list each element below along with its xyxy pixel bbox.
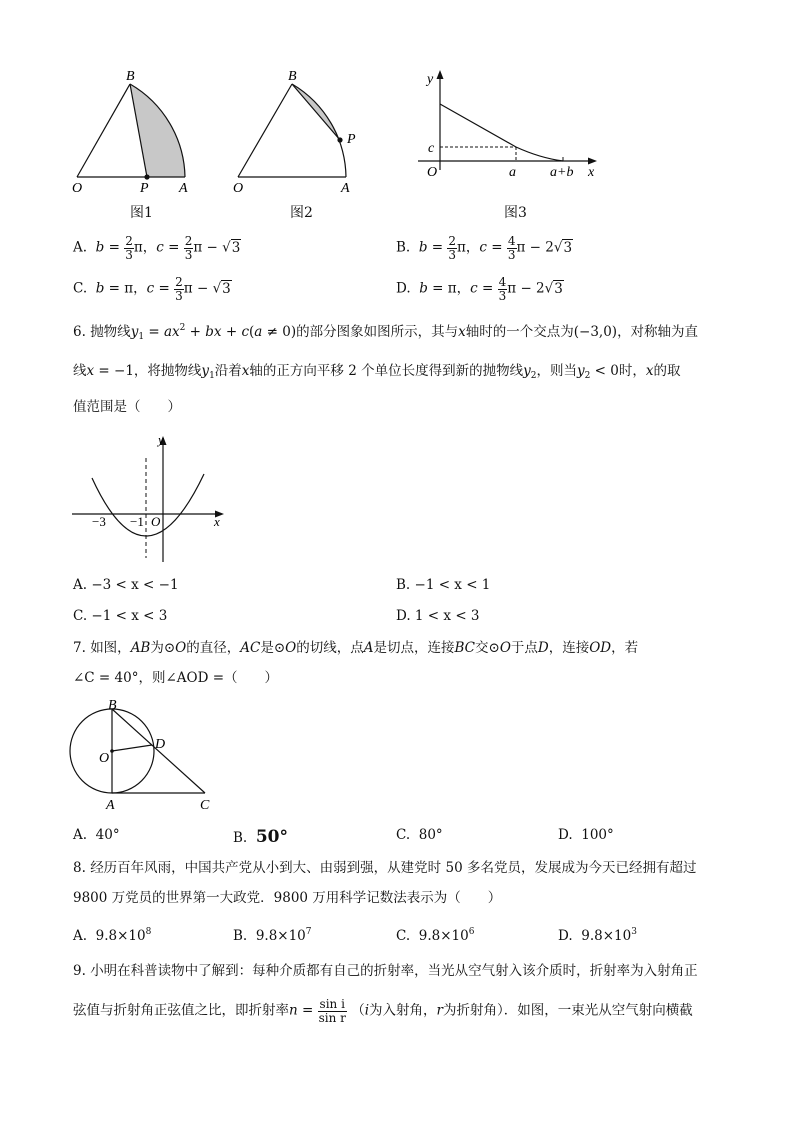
fig1-caption: 图1: [130, 205, 153, 221]
q6-label-m3: −3: [92, 514, 106, 529]
q7-line-2: ∠C = 40°，则∠AOD =（ ）: [73, 670, 279, 686]
q9-line-1: 9. 小明在科普读物中了解到：每种介质都有自己的折射率，当光从空气射入该介质时，折射率为入射角正: [73, 963, 698, 979]
q7-center-O: [110, 749, 114, 753]
fig2-label-P: P: [347, 132, 356, 147]
q8-option-d[interactable]: D. $9.8\times 10^3$: [558, 927, 637, 944]
q6-line-3: 值范围是（ ）: [73, 399, 181, 415]
fig2-label-A: A: [341, 181, 350, 196]
fig3-x-arrow: [588, 158, 597, 165]
fig3-label-y: y: [427, 72, 434, 87]
q5-option-a[interactable]: A. b = $\frac{2}{3}$ π，c = $\frac{2}{3}$ π − √3: [73, 234, 241, 262]
fig3-label-c: c: [428, 141, 435, 156]
q8-option-a[interactable]: A. $9.8\times 10^8$: [73, 927, 152, 944]
figure-3: [418, 70, 597, 180]
q7-option-d[interactable]: D. 100°: [558, 827, 614, 843]
fig1-point-P: [144, 174, 149, 179]
q9-line-2: 弦值与折射角正弦值之比，即折射率n = $\frac{\text{sin i}}{\text{sin r}}$ （i为入射角，r为折射角）．如图，一束光从空气射向横截: [73, 997, 693, 1025]
q7-option-a[interactable]: A. 40°: [73, 827, 120, 843]
q6-option-d[interactable]: D. 1 < x < 3: [396, 608, 480, 624]
q5-option-b[interactable]: B. b = $\frac{2}{3}$ π，c = $\frac{4}{3}$ π − 2√3: [396, 234, 573, 262]
q6-label-m1: −1: [130, 514, 144, 529]
fig3-label-O: O: [427, 165, 438, 180]
q7-segment-OD: [112, 745, 152, 751]
q5-option-c[interactable]: C. b = π，c = $\frac{2}{3}$ π − √3: [73, 275, 231, 303]
fig1-label-A: A: [179, 181, 188, 196]
q7-option-b[interactable]: B. 50°: [233, 827, 288, 847]
q7-label-C: C: [200, 798, 210, 813]
fig3-label-x: x: [588, 165, 595, 180]
fig1-label-O: O: [72, 181, 83, 196]
q5-option-d[interactable]: D. b = π，c = $\frac{4}{3}$ π − 2√3: [396, 275, 563, 303]
q5-option-d-letter: D.: [396, 280, 411, 297]
q8-line-1: 8. 经历百年风雨，中国共产党从小到大、由弱到强，从建党时 50 多名党员，发展成为今天已经拥有超过: [73, 860, 697, 876]
q9-formula: $\frac{\text{sin i}}{\text{sin r}}$: [318, 997, 346, 1025]
q6-line-1: 6. 抛物线$y_1 = ax^2$ + bx + c(a ≠ 0)的部分图象如图所示，其与x轴时的一个交点为(−3,0)，对称轴为直: [73, 323, 699, 342]
q5-option-c-letter: C.: [73, 280, 88, 297]
fig1-label-B: B: [126, 69, 135, 84]
q7-label-B: B: [108, 698, 117, 713]
fig2-arc-AB: [292, 84, 346, 177]
fig2-label-B: B: [288, 69, 297, 84]
fig2-caption: 图2: [290, 205, 313, 221]
fig2-point-P: [337, 137, 342, 142]
fig3-label-a: a: [509, 165, 516, 180]
q7-option-c[interactable]: C. 80°: [396, 827, 443, 843]
q6-label-y: y: [158, 432, 164, 447]
q6-label-O: O: [151, 514, 161, 529]
fig3-caption: 图3: [504, 205, 527, 221]
fig1-segment-OB: [77, 84, 130, 177]
q7-figure: [60, 696, 230, 814]
q7-label-D: D: [155, 737, 166, 752]
fig2-segment-OB: [238, 84, 292, 177]
q6-parabola: [92, 474, 204, 536]
q6-option-b[interactable]: B. −1 < x < 1: [396, 577, 491, 593]
q5-option-a-letter: A.: [73, 239, 88, 256]
q6-option-a[interactable]: A. −3 < x < −1: [73, 577, 179, 593]
fig1-label-P: P: [140, 181, 149, 196]
q7-label-A: A: [106, 798, 115, 813]
q6-option-c[interactable]: C. −1 < x < 3: [73, 608, 168, 624]
fig3-curve: [440, 104, 563, 161]
q6-label-x: x: [214, 514, 220, 529]
q6-graph: [60, 428, 240, 568]
q8-option-c[interactable]: C. $9.8\times 10^6$: [396, 927, 475, 944]
fig3-y-arrow: [437, 70, 444, 79]
figure-2: [233, 69, 356, 196]
figure-1: [72, 69, 188, 196]
q8-option-b[interactable]: B. $9.8\times 10^7$: [233, 927, 312, 944]
top-figures: [0, 0, 794, 225]
q5-option-b-letter: B.: [396, 239, 411, 256]
fig2-chord-BP: [292, 84, 340, 140]
q7-label-O: O: [99, 751, 110, 766]
q8-line-2: 9800 万党员的世界第一大政党．9800 万用科学记数法表示为（ ）: [73, 890, 502, 906]
fig3-label-ab: a+b: [550, 165, 574, 180]
q6-line-2: 线x = −1，将抛物线$y_1$沿着x轴的正方向平移 2 个单位长度得到新的抛物线$y_2$，则当$y_2 < 0$时，x的取: [73, 363, 681, 381]
q7-line-1: 7. 如图，AB为⊙O的直径，AC是⊙O的切线，点A是切点，连接BC交⊙O于点D，连接OD，若: [73, 640, 639, 656]
fig2-label-O: O: [233, 181, 244, 196]
